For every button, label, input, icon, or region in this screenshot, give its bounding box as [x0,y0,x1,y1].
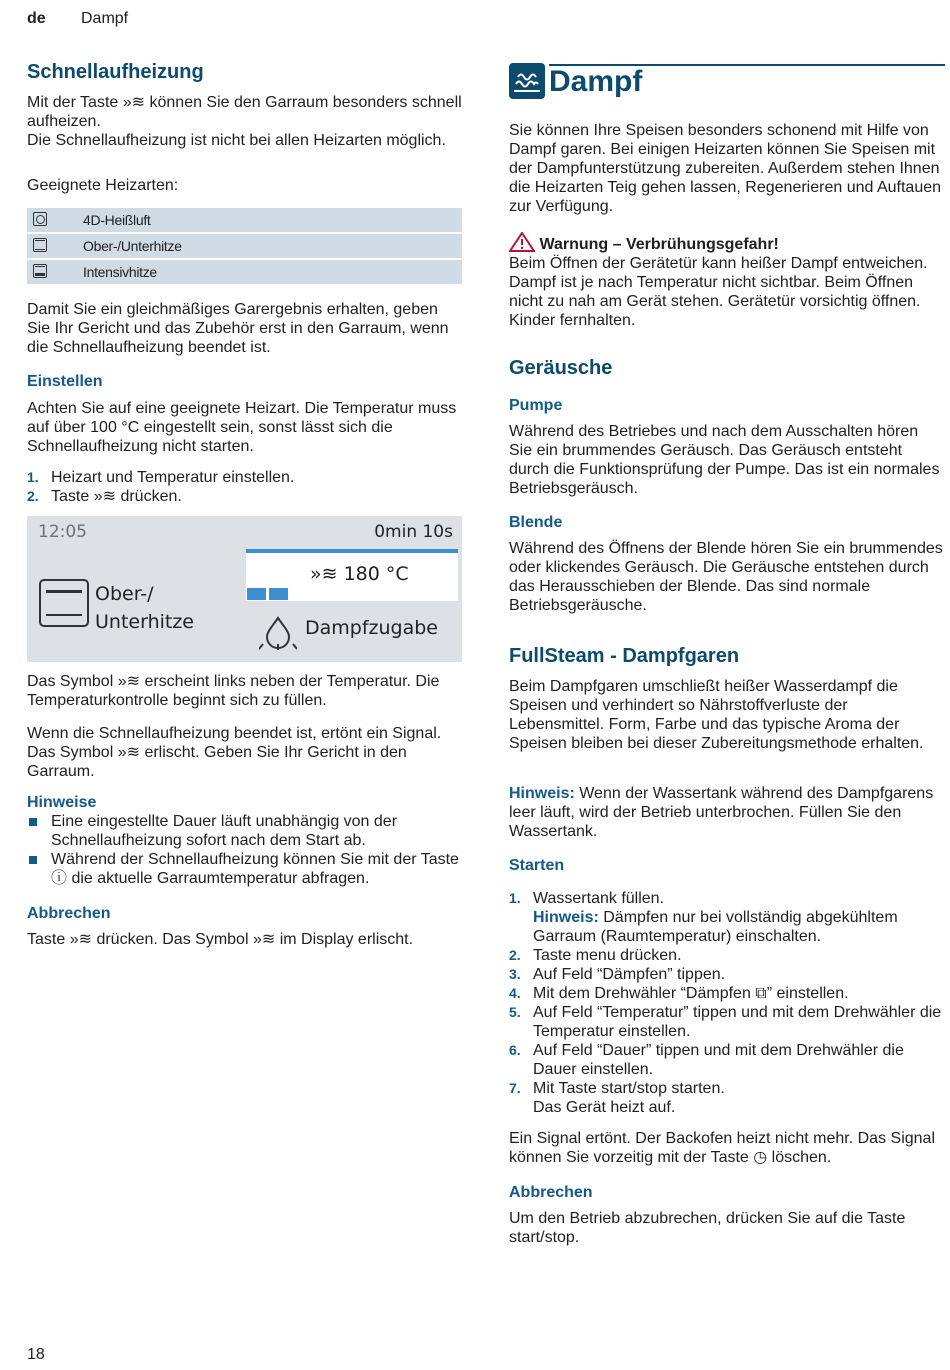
starten-steps [509,889,945,1117]
step-sub-text: Das Gerät heizt auf. [533,1099,676,1116]
oven-mode-icon [39,579,89,627]
warning-text: Beim Öffnen der Gerätetür kann heißer Dampf entweichen. Dampf ist je nach Temperatur nicht sichtbar. Beim Öffnen nicht zu nah am Gerät stehen. Gerätetür vorsichtig öffnen. Kinder fernhalten. [509,255,928,329]
warning-triangle-icon [509,232,535,252]
step-number: 2. [27,488,39,504]
chapter-heading [509,60,945,104]
step-number: 1. [27,469,39,485]
paragraph-hinweis [509,784,945,841]
bullet-text: Eine eingestellte Dauer läuft unabhängig von der Schnellaufheizung sofort nach dem Start ab. [51,813,398,849]
list-item [509,984,945,1003]
list-item [509,1041,945,1079]
step-text: Mit dem Drehwähler “Dämpfen ⧉” einstellen. [533,985,849,1002]
paragraph-signal-right: Ein Signal ertönt. Der Backofen heizt nicht mehr. Das Signal können Sie vorzeitig mit der Taste ◷ löschen. [509,1130,935,1166]
paragraph-abbrechen: Taste »≋ drücken. Das Symbol »≋ im Display erlischt. [27,931,414,948]
paragraph-blende: Während des Öffnens der Blende hören Sie ein brummendes oder klickendes Geräusch. Die Geräusche entstehen durch das Herausschieben der Blende. Das sind normale Betriebsgeräusche. [509,540,943,614]
step-text: Auf Feld “Temperatur” tippen und mit dem Drehwähler die Temperatur einstellen. [533,1004,942,1040]
temperature-progress-segment [247,588,266,600]
paragraph-signal: Wenn die Schnellaufheizung beendet ist, ertönt ein Signal. Das Symbol »≋ erlischt. Geben Sie Ihr Gericht in den Garraum. [27,725,442,780]
subsection-title-abbrechen: Abbrechen [27,905,111,922]
warning-heading [509,232,945,254]
running-header-title: Dampf [81,10,129,27]
steam-chapter-icon [509,63,545,99]
list-item [509,1079,945,1117]
chapter-title: Dampf [549,65,643,98]
warning-block [509,232,945,330]
paragraph-garergebnis: Damit Sie ein gleichmäßiges Garergebnis erhalten, geben Sie Ihr Gericht und das Zubehör erst in den Garraum, wenn die Schnellaufheizung beendet ist. [27,301,449,356]
display-steam-label: Dampfzugabe [305,617,438,639]
step-text: Heizart und Temperatur einstellen. [51,469,295,486]
section-title-geraeusche: Geräusche [509,357,613,379]
step-text: Wassertank füllen. [533,890,665,907]
page-number: 18 [27,1346,45,1363]
heizart-label: Ober-/Unterhitze [83,238,182,254]
paragraph-dampf-intro: Sie können Ihre Speisen besonders schonend mit Hilfe von Dampf garen. Bei einigen Heizarten können Sie Speisen mit der Dampfunterstützung zubereiten. Außerdem stehen Ihnen die Heizarten Teig gehen lassen, Regenerieren und Auftauen zur Verfügung. [509,122,942,215]
display-duration: 0min 10s [374,522,453,542]
subsection-title-hinweise: Hinweise [27,794,97,811]
list-item [27,468,462,487]
list-item [509,965,945,984]
display-clock: 12:05 [38,522,87,542]
paragraph-einstellen: Achten Sie auf eine geeignete Heizart. Die Temperatur muss auf über 100 °C eingestellt sein, sonst lässt sich die Schnellaufheizung nicht starten. [27,400,457,455]
step-number: 4. [509,985,521,1001]
bullet-text: Während der Schnellaufheizung können Sie mit der Taste ⓘ die aktuelle Garraumtemperatur abfragen. [51,851,459,887]
step-number: 2. [509,947,521,963]
paragraph-symbol: Das Symbol »≋ erscheint links neben der Temperatur. Die Temperaturkontrolle beginnt sich zu füllen. [27,673,440,709]
subsection-title-pumpe: Pumpe [509,397,563,414]
mode-line-1: Ober-/ [95,583,154,605]
display-temperature: »≋ 180 °C [310,563,409,585]
table-row [27,260,462,284]
step-text: Taste »≋ drücken. [51,488,182,505]
paragraph-intro: Mit der Taste »≋ können Sie den Garraum besonders schnell aufheizen. [27,94,462,130]
mode-line-2: Unterhitze [95,611,194,633]
step-text: Auf Feld “Dauer” tippen und mit dem Drehwähler die Dauer einstellen. [533,1042,904,1078]
hinweis-text: Wenn der Wassertank während des Dampfgarens leer läuft, wird der Betrieb unterbrochen. Füllen Sie den Wassertank. [509,785,934,840]
list-item [27,487,462,506]
bullet-square-icon [29,856,37,864]
subsection-title-blende: Blende [509,514,563,531]
list-item [509,889,945,946]
table-row [27,208,462,232]
paragraph-note: Die Schnellaufheizung ist nicht bei allen Heizarten möglich. [27,132,446,149]
section-title-schnellaufheizung: Schnellaufheizung [27,61,204,83]
paragraph-heizarten-label: Geeignete Heizarten: [27,177,179,194]
step-number: 7. [509,1080,521,1096]
step-number: 6. [509,1042,521,1058]
table-row [27,234,462,258]
oven-display-illustration [27,516,462,662]
list-item [509,1003,945,1041]
hinweise-list [27,812,462,888]
intensive-heat-icon [33,264,47,278]
subsection-title-abbrechen-right: Abbrechen [509,1184,593,1201]
step-text: Mit Taste start/stop starten. [533,1080,725,1097]
temperature-progress-segment [269,588,288,600]
section-title-fullsteam: FullSteam - Dampfgaren [509,645,740,667]
heizarten-table [27,208,462,286]
step-text: Auf Feld “Dämpfen” tippen. [533,966,726,983]
paragraph-abbrechen-right: Um den Betrieb abzubrechen, drücken Sie auf die Taste start/stop. [509,1210,906,1246]
hinweis-label: Hinweis: [509,785,575,802]
einstellen-steps [27,468,462,506]
list-item [509,946,945,965]
step-hinweis-label: Hinweis: [533,909,599,926]
display-mode-label [95,580,194,636]
heizart-label: Intensivhitze [83,264,157,280]
top-bottom-heat-icon [33,238,47,252]
steam-drop-icon [259,614,297,650]
list-item [27,812,462,850]
heizart-label: 4D-Heißluft [83,212,151,228]
subsection-title-einstellen: Einstellen [27,373,103,390]
step-hinweis-text: Dämpfen nur bei vollständig abgekühltem Garraum (Raumtemperatur) einschalten. [533,909,898,945]
step-number: 1. [509,890,521,906]
fan-heat-icon [33,212,47,226]
paragraph-fullsteam: Beim Dampfgaren umschließt heißer Wasserdampf die Speisen und verhindert so Nährstoffverluste der Lebensmittel. Form, Farbe und das typische Aroma der Speisen bleiben bei dieser Zubereitungsmethode erhalten. [509,678,924,752]
warning-title: Warnung – Verbrühungsgefahr! [539,236,779,253]
step-number: 3. [509,966,521,982]
paragraph-pumpe: Während des Betriebes und nach dem Ausschalten hören Sie ein brummendes Geräusch. Das Geräusch entsteht durch die Funktionsprüfung der Pumpe. Das ist ein normales Betriebsgeräusch. [509,423,940,497]
left-column [27,60,462,948]
list-item [27,850,462,888]
subsection-title-starten: Starten [509,857,565,874]
language-label: de [27,10,46,27]
bullet-square-icon [29,818,37,826]
step-number: 5. [509,1004,521,1020]
step-text: Taste menu drücken. [533,947,682,964]
